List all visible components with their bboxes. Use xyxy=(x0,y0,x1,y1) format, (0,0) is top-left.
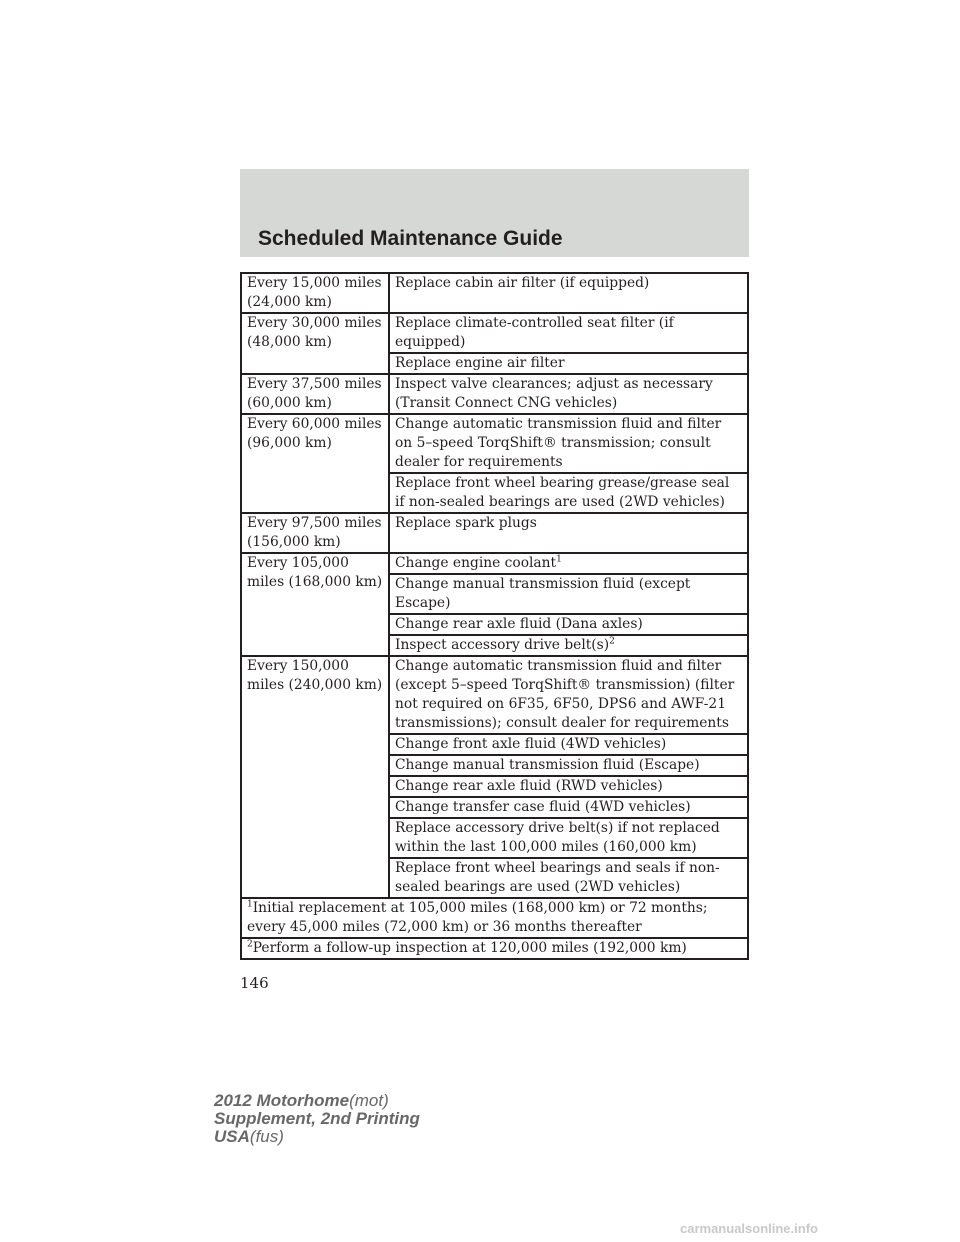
footnote-ref: 1 xyxy=(556,554,562,565)
task-cell: Change rear axle fluid (RWD vehicles) xyxy=(389,776,748,797)
table-row xyxy=(241,313,748,353)
footnote-row xyxy=(241,938,748,959)
task-cell: Change manual transmission fluid (except Escape) xyxy=(389,574,748,614)
footnote-text: Perform a follow-up inspection at 120,000 miles (192,000 km) xyxy=(252,940,687,956)
footer-market: USA xyxy=(214,1127,250,1146)
table-row xyxy=(241,273,748,313)
interval-cell: Every 37,500 miles (60,000 km) xyxy=(241,374,389,414)
footnote xyxy=(241,898,748,938)
print-footer xyxy=(214,1092,420,1146)
footer-model-code: (mot) xyxy=(349,1091,389,1110)
table-row xyxy=(241,656,748,734)
task-cell: Replace front wheel bearings and seals if non-sealed bearings are used (2WD vehicles) xyxy=(389,858,748,898)
task-cell: Change rear axle fluid (Dana axles) xyxy=(389,614,748,635)
watermark: carmanualsonline.info xyxy=(680,1221,818,1236)
task-cell: Replace engine air filter xyxy=(389,353,748,374)
task-text: Inspect accessory drive belt(s) xyxy=(395,637,610,653)
task-cell: Replace accessory drive belt(s) if not replaced within the last 100,000 miles (160,000 km) xyxy=(389,818,748,858)
task-cell: Change front axle fluid (4WD vehicles) xyxy=(389,734,748,755)
task-cell: Change automatic transmission fluid and filter (except 5–speed TorqShift® transmission) (filter not required on 6F35, 6F50, DPS6 and AWF-21 transmissions); consult dealer for requirements xyxy=(389,656,748,734)
task-cell xyxy=(389,553,748,574)
task-cell: Change automatic transmission fluid and filter on 5–speed TorqShift® transmission; consult dealer for requirements xyxy=(389,414,748,473)
interval-cell: Every 97,500 miles (156,000 km) xyxy=(241,513,389,553)
footer-printing: Supplement, 2nd Printing xyxy=(214,1109,420,1128)
task-cell: Inspect valve clearances; adjust as necessary (Transit Connect CNG vehicles) xyxy=(389,374,748,414)
task-cell: Change manual transmission fluid (Escape) xyxy=(389,755,748,776)
task-cell: Replace front wheel bearing grease/grease seal if non-sealed bearings are used (2WD vehicles) xyxy=(389,473,748,513)
interval-cell: Every 30,000 miles (48,000 km) xyxy=(241,313,389,374)
task-cell: Replace climate-controlled seat filter (if equipped) xyxy=(389,313,748,353)
task-text: Change engine coolant xyxy=(395,555,557,571)
interval-cell: Every 105,000 miles (168,000 km) xyxy=(241,553,389,656)
footnote-ref: 2 xyxy=(609,636,615,647)
footnote-text: Initial replacement at 105,000 miles (168,000 km) or 72 months; every 45,000 miles (72,000 km) or 36 months thereafter xyxy=(247,900,708,935)
table-row xyxy=(241,553,748,574)
task-cell: Replace cabin air filter (if equipped) xyxy=(389,273,748,313)
interval-cell: Every 15,000 miles (24,000 km) xyxy=(241,273,389,313)
footnote-row xyxy=(241,898,748,938)
maintenance-schedule-table xyxy=(240,272,749,960)
footnote xyxy=(241,938,748,959)
page-number: 146 xyxy=(240,974,269,992)
section-header xyxy=(240,169,749,257)
interval-cell: Every 150,000 miles (240,000 km) xyxy=(241,656,389,898)
table-row xyxy=(241,374,748,414)
task-cell xyxy=(389,635,748,656)
task-cell: Change transfer case fluid (4WD vehicles) xyxy=(389,797,748,818)
footer-market-code: (fus) xyxy=(249,1127,284,1146)
footnote-marker: 1 xyxy=(247,899,253,910)
table-row xyxy=(241,513,748,553)
table-row xyxy=(241,414,748,473)
interval-cell: Every 60,000 miles (96,000 km) xyxy=(241,414,389,513)
section-title: Scheduled Maintenance Guide xyxy=(258,227,563,250)
task-cell: Replace spark plugs xyxy=(389,513,748,553)
footnote-marker: 2 xyxy=(247,939,253,950)
footer-model: 2012 Motorhome xyxy=(214,1091,350,1110)
